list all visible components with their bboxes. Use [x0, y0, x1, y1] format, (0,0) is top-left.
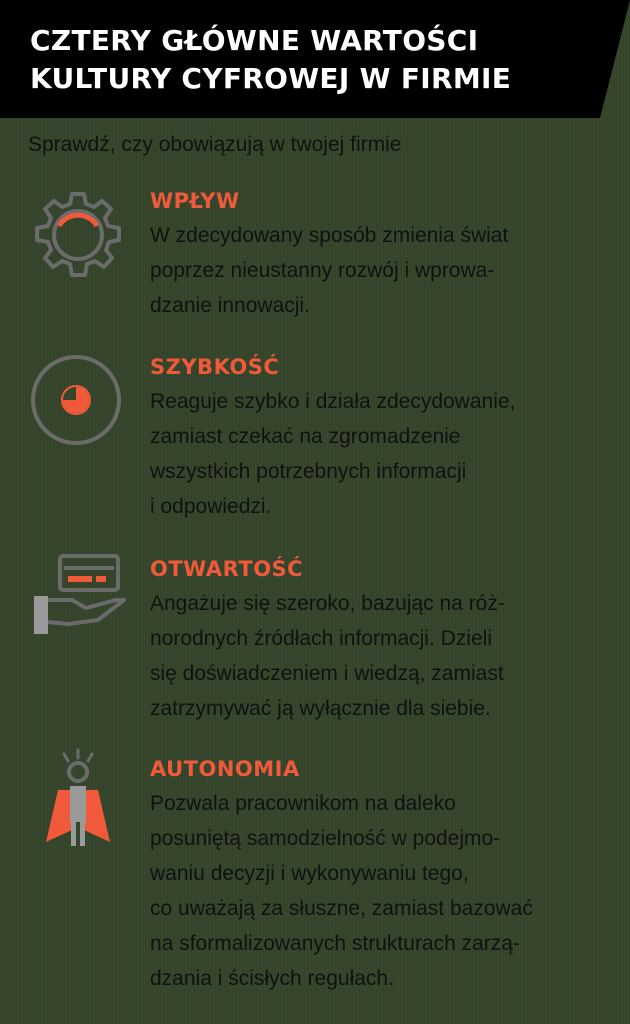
text-line: norodnych źródłach informacji. Dzieli	[150, 627, 492, 650]
text-line: waniu decyzji i wykonywaniu tego,	[150, 862, 469, 885]
section-description	[150, 384, 620, 524]
section-title: OTWARTOŚĆ	[150, 557, 304, 581]
clock-icon	[28, 352, 128, 457]
text-line: Angażuje się szeroko, bazując na róż-	[150, 592, 505, 615]
text-line: dzania i ścisłych regułach.	[150, 967, 394, 990]
section-title: WPŁYW	[150, 189, 240, 213]
text-line: Pozwala pracownikom na daleko	[150, 792, 456, 815]
text-line: się doświadczeniem i wiedzą, zamiast	[150, 662, 504, 685]
section-description	[150, 586, 620, 726]
title-line-1: CZTERY GŁÓWNE WARTOŚCI	[30, 24, 479, 57]
text-line: Reaguje szybko i działa zdecydowanie,	[150, 390, 516, 413]
section-description	[150, 218, 620, 323]
hand-card-icon	[28, 550, 128, 645]
title-line-2: KULTURY CYFROWEJ W FIRMIE	[30, 62, 512, 95]
superhero-icon	[28, 746, 128, 861]
page-title	[30, 22, 590, 98]
header-banner	[0, 0, 630, 118]
text-line: W zdecydowany sposób zmienia świat	[150, 224, 509, 247]
text-line: zatrzymywać ją wyłącznie dla siebie.	[150, 697, 491, 720]
section-title: AUTONOMIA	[150, 757, 300, 781]
section-title: SZYBKOŚĆ	[150, 355, 280, 379]
section-description	[150, 786, 620, 996]
gear-icon	[28, 188, 128, 293]
text-line: zamiast czekać na zgromadzenie	[150, 425, 461, 448]
text-line: na sformalizowanych strukturach zarzą-	[150, 932, 520, 955]
text-line: co uważają za słuszne, zamiast bazować	[150, 897, 533, 920]
subtitle: Sprawdź, czy obowiązują w twojej firmie	[28, 133, 402, 156]
text-line: posuniętą samodzielność w podejmo-	[150, 827, 501, 850]
text-line: poprzez nieustanny rozwój i wprowa-	[150, 259, 495, 282]
text-line: dzanie innowacji.	[150, 294, 310, 317]
text-line: wszystkich potrzebnych informacji	[150, 460, 467, 483]
text-line: i odpowiedzi.	[150, 495, 272, 518]
